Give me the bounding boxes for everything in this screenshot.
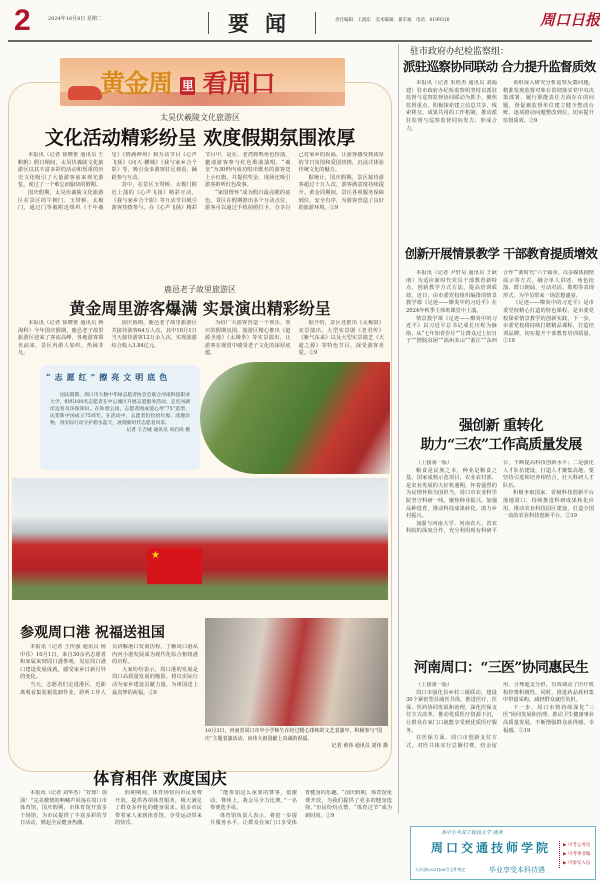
right4-headline: 河南周口：“三医”协同惠民生 bbox=[413, 660, 589, 676]
story3-body bbox=[20, 644, 198, 756]
paragraph: 本报讯（记者 徐晓蕾 通讯员 蒋海科）今年国庆假期，鹿邑老子故里旅游区迎来了客流高峰，各地游客慕名前来，景区内游人如织，热闹非凡。 bbox=[18, 320, 104, 357]
story1-headline: 文化活动精彩纷呈 欢度假期氛围浓厚 bbox=[44, 127, 356, 149]
caption-text: 10月3日，河南省周口市中小学师生在经过精心排练的文艺表演中，积极参与“国庆”主题表演活动，向伟大祖国献上真诚的祝福。 bbox=[205, 728, 383, 742]
paragraph: 下一步，周口市将持续深化“三医”协同发展和治理，推动卫生健康事业高质量发展，不断增强群众获得感、幸福感。②19 bbox=[503, 704, 594, 734]
paragraph: 在医保方面，周口市创新支付方式，对医共体实行总额付费，结余留用、合理超支分担，有效调动了医疗机构控费积极性。同时，推进药品耗材集中带量采购，减轻群众就医负担。 bbox=[406, 682, 594, 749]
story4-body bbox=[20, 790, 392, 880]
right3-headline-2: 助力“三农”工作高质量发展 bbox=[420, 437, 582, 453]
paragraph: 粮食是民族之本，种业是粮食之基。国家成熟示范项目，农业农村部，是农业发展的大好机遇期，怀着强烈的为民情怀和为国担当，周口市农业科学院坚守科研一线，聚焦种业振兴，加强品种选育，推动科技成果转化，助力乡村振兴。 bbox=[406, 467, 497, 520]
paragraph: 该组深入研究分析巡察反馈问题，精准发现监督对象在贯彻落实党中央决策部署、履行职能责任方面存在的问题，督促被监督单位建立健全整改台账，逐项推动问题整改到位，切实提升监督质效。②9 bbox=[503, 80, 594, 124]
national-flag bbox=[147, 548, 202, 584]
paragraph: 当天，志愿者们走进港区，近距离观看集装箱装卸作业，聆听工作人员讲解港口发展历程，了解周口港从内河小港发展成为现代化综合枢纽港的历程。 bbox=[20, 644, 198, 696]
page-number: 2 bbox=[14, 4, 31, 37]
paragraph: 积极争取国家、省级科技创新平台落地周口，持续推进科研成果转化应用，推动农业科技园区建设，打造全国一流的农业科技创新平台。②19 bbox=[503, 490, 594, 520]
flag-star-icon: ★ bbox=[151, 550, 160, 561]
paragraph: 加强与河南大学、河南农大、省农科院的深度合作，充分利用现有科研平台，不断提高科技创新水平；二是强化人才队伍建设，打造人才聚集高地，要坚持引进和培养相结合，壮大科研人才队伍。 bbox=[406, 460, 594, 535]
paragraph: （上接第一版） bbox=[416, 460, 453, 466]
paragraph: 其中，在景区玉带桥、太极门附近上演的《心声飞扬》精彩互动，《我与家乡合个影》等互动节目吸引游客热情参与。在《心声飞扬》精彩节目中，是在，老湾将鸣角色扮演，邀请游客参与红色歌曲演唱，“羲皇”为30秒内成功唱出歌名的游客送上小红旗，并提供奖金，现场还吸引游客聆听红色故事。 bbox=[111, 152, 291, 212]
paragraph: （上接第一版） bbox=[416, 682, 453, 688]
editor-info: 责任编辑：王润东 美术编辑：翟军福 电话：6199316 bbox=[335, 18, 450, 23]
ad-benefit-list: ▶ 可考公务员 ▶ 可考事业编 ▶ 可参军入伍 bbox=[559, 841, 590, 868]
school-advertisement bbox=[410, 826, 596, 880]
students-performance-photo bbox=[205, 618, 388, 726]
photo-credit: 记者 王吉城 通讯员 刘启尚 摄 bbox=[126, 428, 190, 433]
photo-credit: 记者 黄伟 通讯员 刘伟 摄 bbox=[331, 743, 388, 749]
section-title: 要闻 bbox=[228, 11, 302, 36]
paragraph: 国庆假期，周口市大数中华绿志愿者协会会联合河南科技职业大学，组织100名志愿者在中心城区开展志愿服务活动，走近河湖岸边普及环保知识。在和谐公园，志愿者围成爱心形“75”造型，庆贺新中国成立75周年。在活动中，志愿者们捡拾垃圾、清理杂物，用实际行动守护碧水蓝天，展现新时代志愿者风采。 bbox=[50, 393, 190, 426]
group-flag-photo bbox=[12, 478, 388, 600]
paragraph: 据介绍，景区还推出《太极鼓》实景演出、大型实景剧《老君传》《紫气东来》以及大型实景演艺《大道之源》等特色节目，深受游客喜爱。②9 bbox=[298, 320, 384, 357]
story2-headline: 黄金周里游客爆满 实景演出精彩纷呈 bbox=[69, 299, 331, 318]
paragraph: “能参加这么重要的赛事，很激动，赛场上，我会尽全力比赛。”一名参赛选手说。 bbox=[210, 790, 297, 812]
right1-headline: 派驻巡察协同联动 合力提升监督质效 bbox=[403, 59, 596, 74]
right2-body bbox=[406, 270, 594, 403]
paragraph: 国庆假期，太昊伏羲陵文化旅游区在景区的午朝门、玉带桥、太极门，通过门等被附近组织《千年羲皇》《情满神州》和互动节目《心声飞扬》《问天·鹏城》《我与家乡合个影》等，吸引众多游客驻足观看，踊跃参与互动。 bbox=[18, 152, 197, 212]
story3-headline: 参观周口港 祝福送祖国 bbox=[20, 625, 165, 641]
right3-headline-1: 强创新 重转化 bbox=[459, 418, 543, 434]
issue-date: 2024年10月8日 星期二 bbox=[48, 16, 102, 22]
paragraph: 周口市强化县乡村三级联动，建设30个紧密型县域医共体，推进医疗、医保、医药协同发展和治理，深化医保支付方式改革，推动优质医疗资源下沉，让群众在家门口就能享受到优质医疗服务。 bbox=[406, 689, 497, 734]
photo-caption bbox=[205, 728, 388, 751]
right2-headline: 创新开展情景教学 干部教育提质增效 bbox=[404, 246, 598, 261]
paragraph: 本报讯（记者 朱艳杰 通讯员 刘福建）驻市政府办纪检监察组坚持以派驻监督与巡察监督协同联动为抓手，聚焦监督重点，积极探索建立信息共享、线索移交、成果共用的工作机制，推动派驻监督与巡察监督同向发力、形成合力。 bbox=[406, 80, 497, 132]
divider bbox=[208, 12, 209, 34]
story2-body bbox=[18, 320, 384, 362]
ad-item: 可考事业编 bbox=[567, 852, 591, 857]
paragraph: 大家纷纷表示，周口港的发展是周口高质量发展的缩影，将以实际行动为家乡建设贡献力量，为祖国送上最真挚的祝福。②9 bbox=[112, 666, 198, 696]
paragraph: 假期期间，体育场馆向市民免费开放，提供各项体育服务，极大满足了群众多样化的健身需求。很多市民带着家人来到体育馆，享受运动带来的快乐。 bbox=[115, 790, 202, 827]
ad-item: 可参军入伍 bbox=[567, 861, 591, 866]
right4-body bbox=[406, 682, 594, 816]
paragraph: 本报讯（记者 徐晓蕾 通讯员 王帆帆）假日期间，太昊伏羲陵文化旅游区以其丰富多彩的活动和厚重的历史文化吸引了大量游客前来观光游览，度过了一个难忘而愉快的假期。 bbox=[18, 152, 104, 189]
banner-title: 黄金周 里 看周口 bbox=[100, 69, 275, 98]
paragraph: 为给广大游客营造一个欢乐、喜庆的假期氛围，旅游区精心推出《道源圣地》《太极拳》等实景演出，让游客在观赏中感受老子文化的深厚底蕴。 bbox=[205, 320, 291, 357]
story2-kicker: 鹿邑老子故里旅游区 bbox=[164, 285, 236, 294]
right3-body bbox=[406, 460, 594, 646]
volunteer-text bbox=[50, 392, 190, 435]
volunteer-tag: “志愿红”擦亮文明底色 bbox=[46, 372, 172, 382]
header-rule bbox=[8, 40, 592, 42]
column-divider bbox=[398, 44, 399, 814]
paragraph: 国庆假期，鹿邑老子故里旅游区共接待游客64万人次，其中10月1日当天接待游客12万余人次，实现旅游综合收入3.84亿元。 bbox=[111, 320, 197, 349]
paragraph: 本报讯（记者 尹轩昊 通讯员 王耿朋）为适应新时代党员干部教育新特点，创新教学方式方法，提高培训质效，近日，由市委党校组织编排的情景教学课《足迹——燎炎中的习近平》在2024年秋季主体班课堂中上演。 bbox=[406, 270, 497, 314]
story1-body bbox=[18, 152, 384, 280]
paragraph: 本报讯（记者 王传强 通讯员 杨中乐）10月1日，来自30余名志愿者和家属来到周口港参观，见证周口港口建设发展成就，感受家乡日新月异的变化。 bbox=[20, 644, 106, 681]
paragraph: 情景教学课《足迹——燎炎中的习近平》以习近平总书记成长历程为脉络，从“七年知青岁月”“让群众过上好日子”“摆脱贫困”“福州美山”“浙江”“东西合作”“新时代”六个篇章，以多媒体剧情展示等方式，融合单人讲述、角色扮演、群口朗诵、互动对话、歌唱等表现形式，为学员带来一场思想盛宴。 bbox=[406, 270, 594, 345]
paragraph: 本报讯（记者 刘华杰）“好球！加油！”完美激情的呐喊声回荡在周口市体育馆。国庆假期，市体育馆开放多个场馆，为市民提供了丰富多彩的节日活动，掀起全民健身热潮。 bbox=[20, 790, 107, 827]
ad-school-name: 周口交通技师学院 bbox=[431, 841, 552, 855]
story4-headline: 体育相伴 欢度国庆 bbox=[93, 769, 227, 788]
ad-note: 人社部[2021]68号文件规定 bbox=[415, 867, 466, 872]
holiday-banner bbox=[60, 58, 345, 106]
divider bbox=[315, 12, 316, 34]
car-illustration bbox=[68, 86, 102, 100]
right1-body bbox=[406, 80, 594, 228]
ad-tagline: 高中生考其工程技大学 就读 bbox=[441, 830, 503, 836]
story1-kicker: 太昊伏羲陵文化旅游区 bbox=[160, 113, 240, 122]
paragraph: 据统计，国庆假期，景区接待游客超过十万人次，游客满意度持续提升。黄金周期间，景区各项服务保障到位，安全有序，为游客营造了良好的旅游环境。②9 bbox=[298, 174, 384, 212]
paragraph: 《足迹——燎炎中的习近平》是市委党校精心打造的特色课程，是市委党校探索情景教学的创新实践，下一步，市委党校将持续打磨精品课程，打造培训品牌，切实提升干部教育培训质量。②19 bbox=[503, 300, 594, 345]
volunteer-photo bbox=[200, 362, 390, 474]
paragraph: “家国情怀”成为假日最亮眼的底色。景区在假期推出多个互动点位，游客可以通过手机拍照打卡，分享自己对家乡的祝福，让游客感受到浓厚的节日氛围和爱国热情，沉浸式体验传统文化的魅力。 bbox=[205, 152, 384, 212]
newspaper-logo: 周口日报 bbox=[540, 11, 600, 29]
paragraph: 体育馆负责人表示，将进一步提升服务水平，让群众在家门口享受体育健身的乐趣。“国庆假期，体育馆免费开放，为我们提供了更多的健身选择。”市民纷纷点赞，“体育过节”成为新时尚。②9 bbox=[210, 790, 392, 827]
right1-kicker: 驻市政府办纪检监察组： bbox=[410, 47, 510, 57]
ad-item: 可考公务员 bbox=[567, 843, 591, 848]
ad-benefit: 毕业享受本科待遇 bbox=[489, 866, 545, 874]
